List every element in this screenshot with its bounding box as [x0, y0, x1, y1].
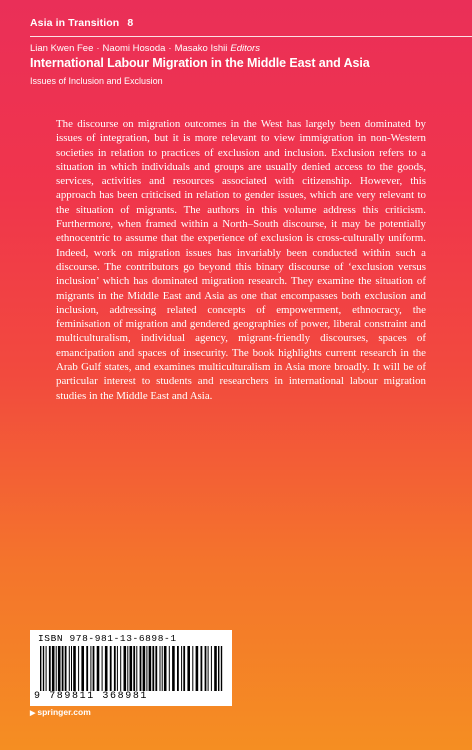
barcode-bar	[152, 646, 154, 691]
book-description: The discourse on migration outcomes in the West has largely been dominated by issues of integration, but it is more relevant to view immigration in non-Western societies in relation to practices of exclusion and inclusion. Exclusion refers to a situation in which individuals and groups are usually denied access to the goods, services, activities and resources associated with citizenship. However, this approach has been criticised in relation to gender issues, which are very relevant to the situation of migrants. The authors in this volume address this criticism. Furthermore, when framed within a North–South discourse, it may be potentially ethnocentric to assume that the experience of exclusion is cross-culturally uniform. Indeed, work on migration issues has invariably been conducted within such a discourse. The contributors go beyond this binary discourse of ‘exclusion versus inclusion’ which has dominated migration research. They examine the situation of migrants in the Middle East and Asia as one that encompasses both exclusion and inclusion, addressing related concepts of empowerment, ethnocracy, the feminisation of migration and gendered geographies of power, liberal constraint and multiculturalism, individual agency, migrant-friendly discourses, spaces of emancipation and spaces of insecurity. The book highlights current research in the Arab Gulf states, and examines multiculturalism in Asia more broadly. It will be of particular interest to students and researchers in international labour migration studies in the Middle East and Asia.	[56, 118, 426, 402]
editors-role: Editors	[230, 43, 260, 54]
barcode-bar	[58, 646, 61, 691]
barcode-bar	[52, 646, 55, 691]
barcode-bar	[149, 646, 152, 691]
barcode-bar	[133, 646, 135, 691]
barcode-bar	[105, 646, 108, 691]
barcode-bar	[124, 646, 127, 691]
barcode-bar	[97, 646, 100, 691]
editor-name: Lian Kwen Fee	[30, 43, 94, 54]
publisher-link[interactable]	[30, 707, 91, 717]
series-heading	[30, 17, 133, 29]
barcode-bar	[177, 646, 179, 691]
publisher-url: springer.com	[37, 707, 91, 717]
triangle-right-icon: ▶	[30, 710, 36, 717]
barcode-bar	[192, 646, 193, 691]
header-divider	[30, 36, 472, 37]
barcode-digits: 9 789811 368981	[34, 691, 228, 702]
barcode-bar	[46, 646, 47, 691]
barcode-bar	[143, 646, 146, 691]
barcode-bar	[214, 646, 217, 691]
series-name: Asia in Transition	[30, 17, 120, 29]
isbn-label: ISBN 978-981-13-6898-1	[38, 633, 177, 644]
barcode-bar	[86, 646, 88, 691]
book-title: International Labour Migration in the Middle East and Asia	[30, 56, 370, 70]
barcode-bar	[90, 646, 91, 691]
barcode-bar	[162, 646, 163, 691]
series-number: 8	[127, 17, 134, 29]
barcode-bar	[117, 646, 118, 691]
barcode-bar	[49, 646, 51, 691]
barcode-panel	[30, 630, 232, 706]
barcode-bar	[187, 646, 190, 691]
barcode-bar	[120, 646, 121, 691]
editor-name: Naomi Hosoda	[102, 43, 166, 54]
barcode-bar	[183, 646, 185, 691]
barcode-bar	[146, 646, 147, 691]
barcode-bar	[196, 646, 199, 691]
barcode-bar	[181, 646, 182, 691]
barcode-bar	[172, 646, 175, 691]
barcode-bar	[56, 646, 57, 691]
editors-line	[30, 43, 260, 54]
barcode-bar	[65, 646, 67, 691]
barcode-bar	[69, 646, 70, 691]
barcode-bar	[78, 646, 79, 691]
editor-separator: ·	[168, 43, 172, 54]
barcode-bar	[140, 646, 142, 691]
barcode-bar	[160, 646, 161, 691]
book-subtitle: Issues of Inclusion and Exclusion	[30, 76, 163, 86]
barcode-bar	[205, 646, 207, 691]
barcode-bar	[71, 646, 72, 691]
editor-separator: ·	[96, 43, 100, 54]
barcode-bar	[155, 646, 157, 691]
barcode-bar	[93, 646, 95, 691]
barcode-bar	[136, 646, 137, 691]
barcode-bar	[127, 646, 128, 691]
barcode-bar	[211, 646, 212, 691]
barcode-bar	[114, 646, 116, 691]
editor-name: Masako Ishii	[174, 43, 228, 54]
barcode-bar	[62, 646, 64, 691]
barcode-bar	[73, 646, 76, 691]
barcode-bar	[169, 646, 170, 691]
barcode-bar	[110, 646, 112, 691]
barcode-bar	[164, 646, 167, 691]
barcode-bar	[81, 646, 84, 691]
barcode-bar	[102, 646, 103, 691]
barcode-bar	[130, 646, 133, 691]
barcode-bar	[208, 646, 209, 691]
barcode-bar	[201, 646, 203, 691]
